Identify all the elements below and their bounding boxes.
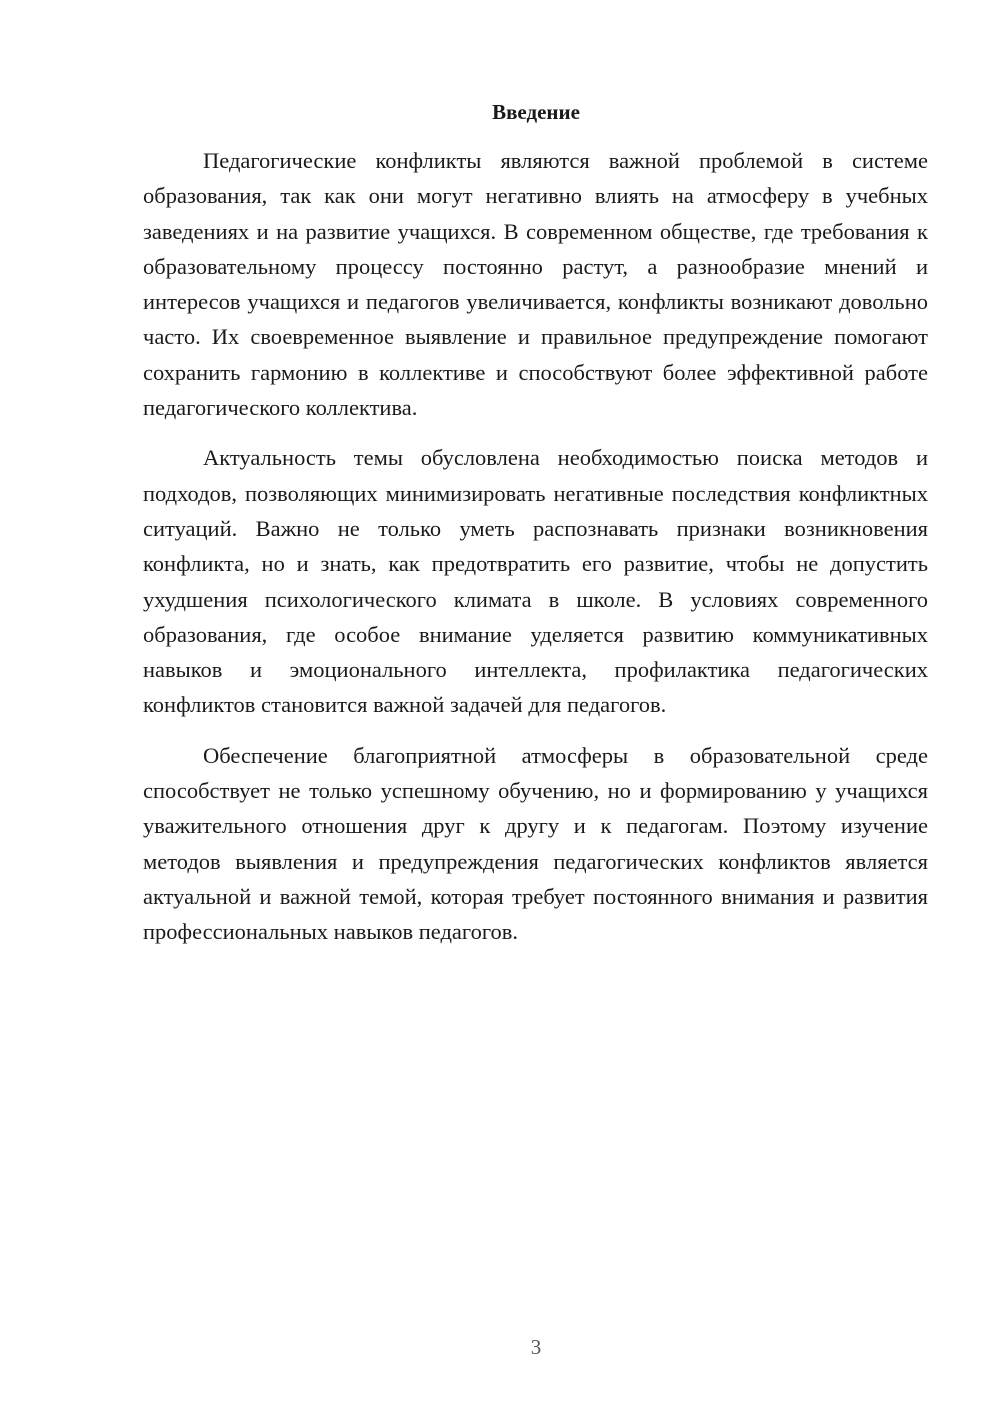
paragraph-3: Обеспечение благоприятной атмосферы в образовательной среде способствует не только успешному обучению, но и формированию у учащихся уважительного отношения друг к другу и к педагогам. Поэтому изучение методов выявления и предупреждения педагогических конфликтов является актуальной и важной темой, которая требует постоянного внимания и развития профессиональных навыков педагогов. — [143, 742, 928, 945]
paragraph-2: Актуальность темы обусловлена необходимостью поиска методов и подходов, позволяющих минимизировать негативные последствия конфликтных ситуаций. Важно не только уметь распознавать признаки возникновения конфликта, но и знать, как предотвратить его развитие, чтобы не допустить ухудшения психологического климата в школе. В условиях современного образования, где особое внимание уделяется развитию коммуникативных навыков и эмоционального интеллекта, профилактика педагогических конфликтов становится важной задачей для педагогов. — [143, 445, 928, 718]
page-number: 3 — [530, 1335, 542, 1359]
section-heading: Введение — [492, 100, 580, 124]
body-text — [143, 143, 928, 965]
paragraph-1: Педагогические конфликты являются важной проблемой в системе образования, так как они могут негативно влиять на атмосферу в учебных заведениях и на развитие учащихся. В современном обществе, где требования к образовательному процессу постоянно растут, а разнообразие мнений и интересов учащихся и педагогов увеличивается, конфликты возникают довольно часто. Их своевременное выявление и правильное предупреждение помогают сохранить гармонию в коллективе и способствуют более эффективной работе педагогического коллектива. — [143, 148, 928, 421]
